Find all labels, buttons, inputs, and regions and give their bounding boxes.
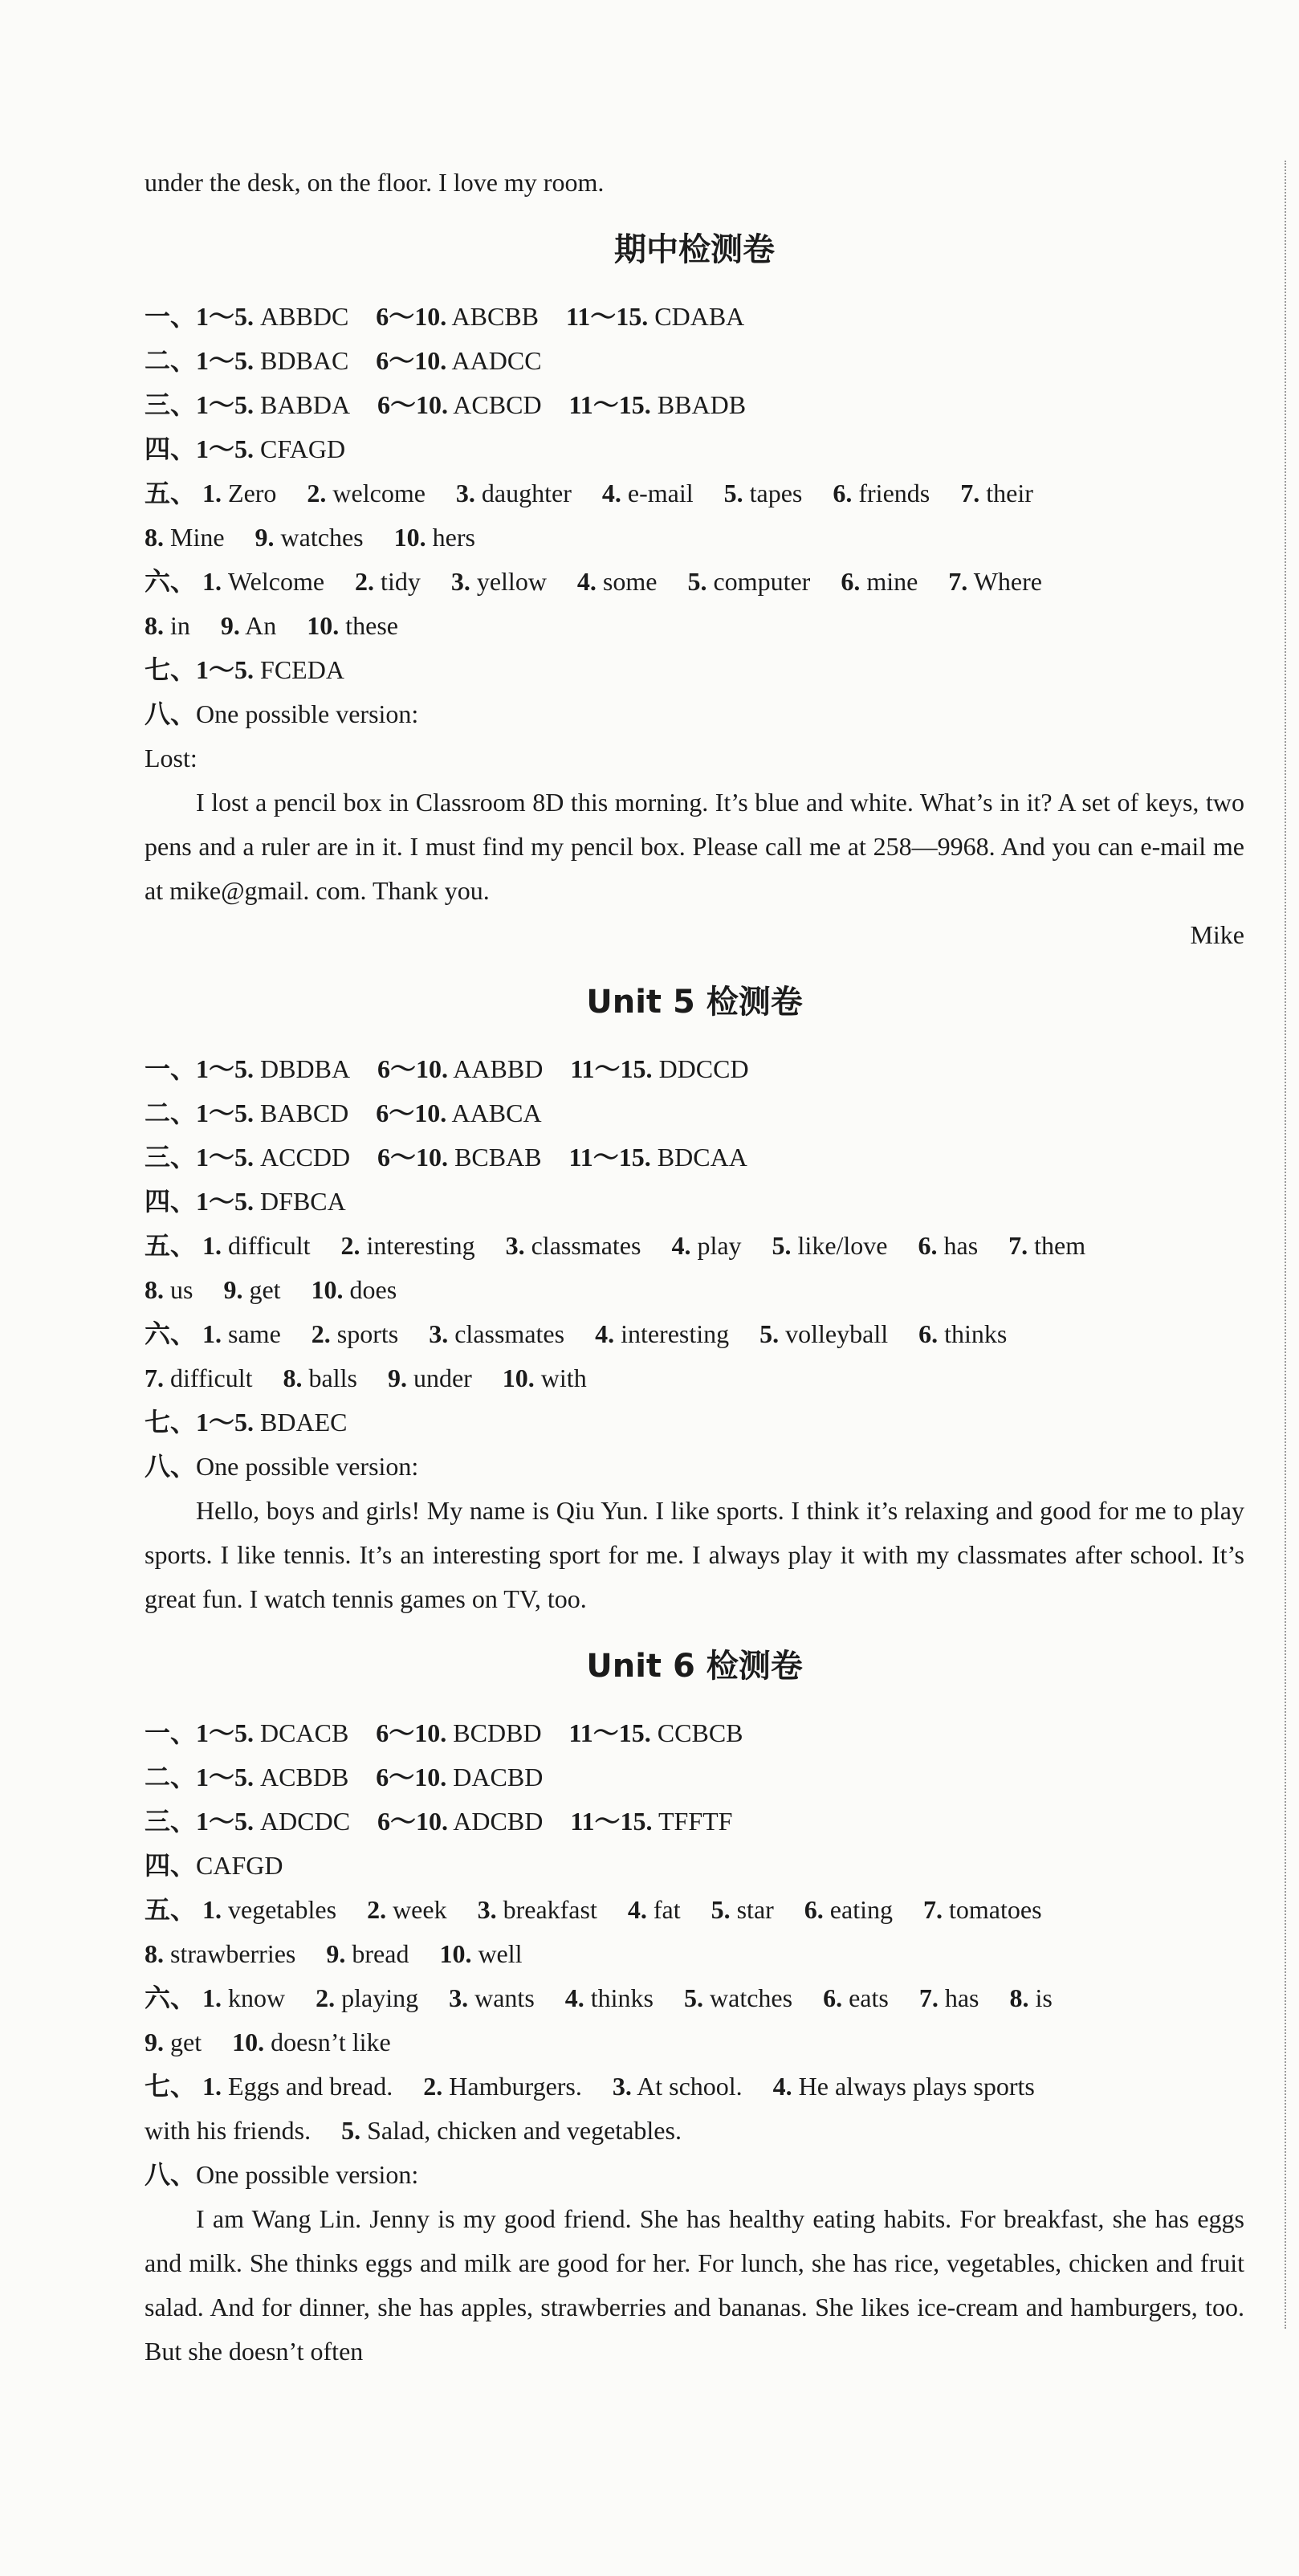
midterm-part-3: 三、1～5. BABDA 6～10. ACBCD 11～15. BBADB [145, 390, 747, 419]
unit6-part-8: 八、One possible version: [145, 2160, 419, 2189]
unit6-essay: I am Wang Lin. Jenny is my good friend. She has healthy eating habits. For breakfast, she has eggs and milk. She thinks eggs and milk are good for her. For lunch, she has rice, vegetables, chicken and fruit salad. And for dinner, she has apples, strawberries and bananas. She likes ice-cream and hamburgers, too. But she doesn’t often [145, 2204, 1244, 2366]
unit6-part-4: 四、CAFGD [145, 1851, 283, 1880]
midterm-title: 期中检测卷 [614, 231, 775, 268]
unit5-essay: Hello, boys and girls! My name is Qiu Yun. I like sports. I think it’s relaxing and good for me to play sports. I like tennis. It’s an interesting sport for me. I always play it with my classmates after school. It’s great fun. I watch tennis games on TV, too. [145, 1496, 1244, 1613]
unit5-part-7: 七、1～5. BDAEC [145, 1408, 348, 1437]
midterm-part-4: 四、1～5. CFAGD [145, 434, 346, 463]
midterm-part-8: 八、One possible version: [145, 699, 419, 728]
unit5-part-6: 六、 1. same 2. sports 3. classmates 4. interesting 5. volleyball 6. thinks [145, 1319, 1008, 1348]
unit5-part-5-cont: 8. us 9. get 10. does [145, 1275, 397, 1304]
midterm-part-7: 七、1～5. FCEDA [145, 655, 344, 684]
unit5-part-2: 二、1～5. BABCD 6～10. AABCA [145, 1098, 542, 1127]
unit6-part-6: 六、 1. know 2. playing 3. wants 4. thinks 5. watches 6. eats 7. has 8. is [145, 1983, 1053, 2012]
unit6-part-6-cont: 9. get 10. doesn’t like [145, 2028, 391, 2056]
unit5-part-4: 四、1～5. DFBCA [145, 1187, 346, 1216]
unit5-part-5: 五、 1. difficult 2. interesting 3. classmates 4. play 5. like/love 6. has 7. them [145, 1231, 1086, 1260]
unit6-title: Unit 6 检测卷 [586, 1648, 803, 1685]
midterm-part-6: 六、 1. Welcome 2. tidy 3. yellow 4. some 5. computer 6. mine 7. Where [145, 567, 1042, 596]
unit6-part-2: 二、1～5. ACBDB 6～10. DACBD [145, 1763, 544, 1791]
midterm-part-5-cont: 8. Mine 9. watches 10. hers [145, 523, 475, 552]
intro-line: under the desk, on the floor. I love my room. [145, 168, 605, 197]
midterm-part-5: 五、 1. Zero 2. welcome 3. daughter 4. e-mail 5. tapes 6. friends 7. their [145, 479, 1033, 507]
unit5-part-6-cont: 7. difficult 8. balls 9. under 10. with [145, 1363, 587, 1392]
answer-page [145, 161, 1244, 2374]
midterm-part-6-cont: 8. in 9. An 10. these [145, 611, 398, 640]
unit6-part-5: 五、 1. vegetables 2. week 3. breakfast 4. fat 5. star 6. eating 7. tomatoes [145, 1895, 1042, 1924]
unit6-part-7-cont: with his friends. 5. Salad, chicken and vegetables. [145, 2116, 682, 2145]
unit5-part-8: 八、One possible version: [145, 1452, 419, 1481]
unit6-part-3: 三、1～5. ADCDC 6～10. ADCBD 11～15. TFFTF [145, 1807, 733, 1836]
unit5-part-1: 一、1～5. DBDBA 6～10. AABBD 11～15. DDCCD [145, 1054, 749, 1083]
binding-gutter-line [1285, 161, 1286, 2329]
unit6-part-7: 七、 1. Eggs and bread. 2. Hamburgers. 3. At school. 4. He always plays sports [145, 2072, 1035, 2101]
midterm-signature: Mike [1190, 920, 1244, 949]
unit6-part-1: 一、1～5. DCACB 6～10. BCDBD 11～15. CCBCB [145, 1718, 743, 1747]
midterm-essay: I lost a pencil box in Classroom 8D this morning. It’s blue and white. What’s in it? A set of keys, two pens and a ruler are in it. I must find my pencil box. Please call me at 258—9968. And you can e-mail me at mike@gmail. com. Thank you. [145, 788, 1244, 905]
midterm-part-1: 一、1～5. ABBDC 6～10. ABCBB 11～15. CDABA [145, 302, 745, 331]
midterm-lost-label: Lost: [145, 744, 197, 772]
unit5-title: Unit 5 检测卷 [586, 984, 803, 1021]
unit6-part-5-cont: 8. strawberries 9. bread 10. well [145, 1939, 523, 1968]
unit5-part-3: 三、1～5. ACCDD 6～10. BCBAB 11～15. BDCAA [145, 1143, 747, 1172]
midterm-part-2: 二、1～5. BDBAC 6～10. AADCC [145, 346, 542, 375]
